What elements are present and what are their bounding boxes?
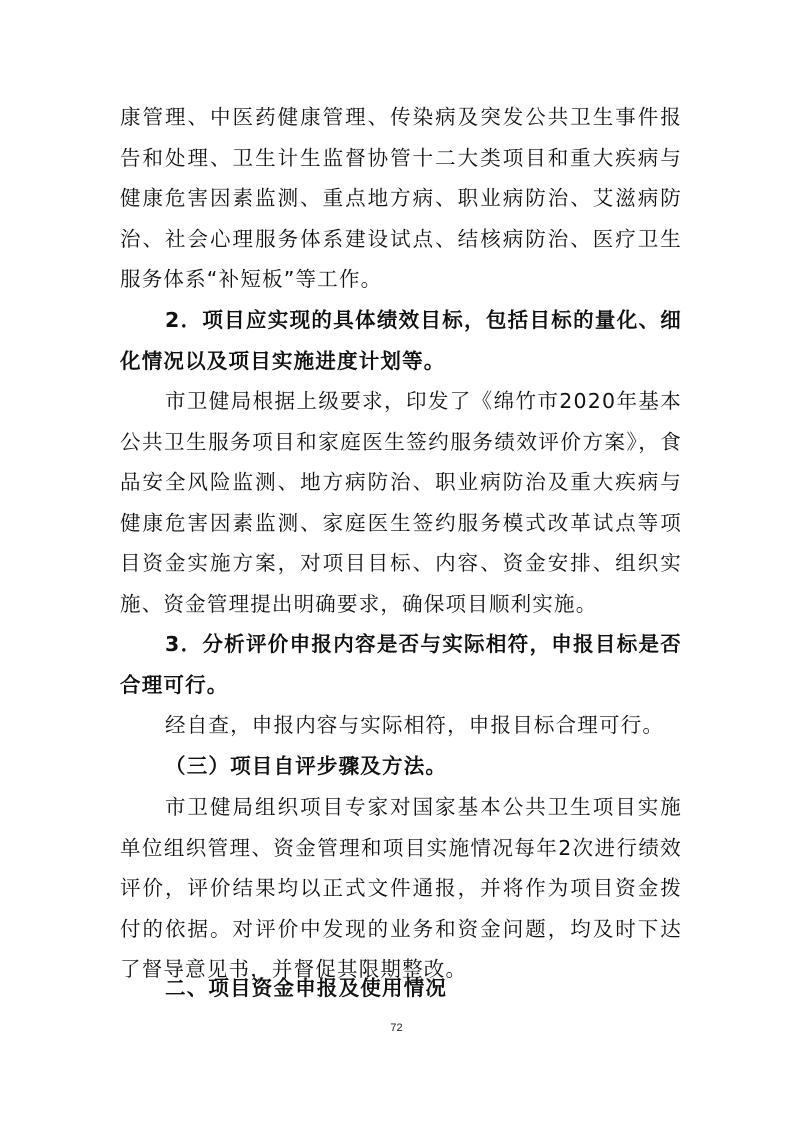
paragraph-self-check: 经自查，申报内容与实际相符，申报目标合理可行。 bbox=[165, 713, 665, 737]
heading-performance-goals: 2．项目应实现的具体绩效目标，包括目标的量化、细化情况以及项目实施进度计划等。 bbox=[120, 308, 682, 373]
paragraph-evaluation-method: 市卫健局组织项目专家对国家基本公共卫生项目实施单位组织管理、资金管理和项目实施情况每年2次进行绩效评价，评价结果均以正式文件通报，并将作为项目资金拨付的依据。对评价中发现的业务和资金问题，均及时下达了督导意见书，并督促其限期整改。 bbox=[120, 795, 682, 981]
heading-self-evaluation-steps: （三）项目自评步骤及方法。 bbox=[165, 754, 448, 778]
page-number: 72 bbox=[390, 1022, 403, 1034]
paragraph-health-management: 康管理、中医药健康管理、传染病及突发公共卫生事件报告和处理、卫生计生监督协管十二大类项目和重大疾病与健康危害因素监测、重点地方病、职业病防治、艾滋病防治、社会心理服务体系建设试点、结核病防治、医疗卫生服务体系“补短板”等工作。 bbox=[120, 105, 682, 291]
heading-fund-declaration: 二、项目资金申报及使用情况 bbox=[165, 976, 448, 1000]
heading-declaration-analysis: 3．分析评价申报内容是否与实际相符，申报目标是否合理可行。 bbox=[120, 632, 682, 697]
paragraph-evaluation-plan: 市卫健局根据上级要求，印发了《绵竹市2020年基本公共卫生服务项目和家庭医生签约服务绩效评价方案》，食品安全风险监测、地方病防治、职业病防治及重大疾病与健康危害因素监测、家庭医生签约服务模式改革试点等项目资金实施方案，对项目目标、内容、资金安排、组织实施、资金管理提出明确要求，确保项目顺利实施。 bbox=[120, 389, 682, 616]
